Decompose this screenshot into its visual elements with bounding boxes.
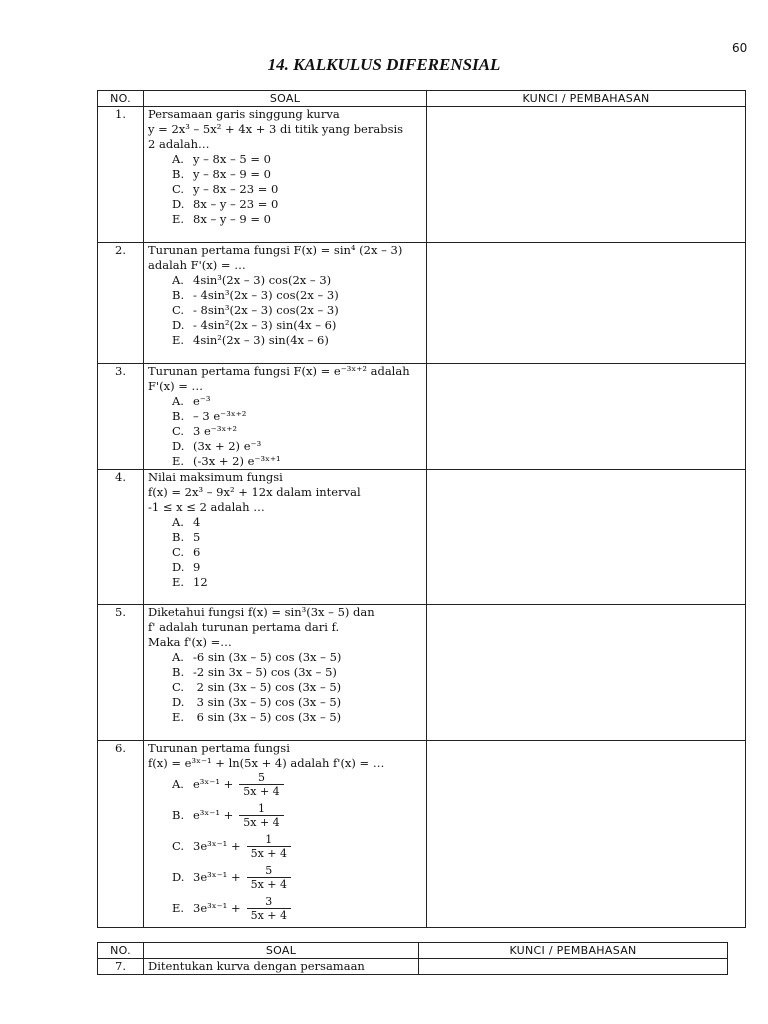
option-c: C. 3e³ˣ⁻¹ + $\frac{1}{5x + 4}$ [148, 833, 422, 864]
option-a: A. 4 [172, 515, 201, 529]
question-cell [144, 470, 427, 605]
option-c: C. 6 [172, 545, 201, 559]
answer-cell [427, 470, 746, 605]
question-stem: f(x) = 2x³ – 9x² + 12x dalam interval [148, 485, 361, 499]
question-stem: -1 ≤ x ≤ 2 adalah … [148, 500, 265, 514]
option-d: D. 8x – y – 23 = 0 [172, 197, 279, 211]
option-d: D. 3e³ˣ⁻¹ + $\frac{5}{5x + 4}$ [148, 864, 422, 895]
option-b: B. y – 8x – 9 = 0 [172, 167, 272, 181]
question-stem: Turunan pertama fungsi F(x) = e⁻³ˣ⁺² adalah [148, 364, 410, 378]
question-stem: Persamaan garis singgung kurva [148, 107, 340, 121]
table-header-row [98, 91, 746, 107]
question-number: 5. [98, 605, 144, 741]
table-header-row [98, 943, 728, 959]
option-b: B. - 4sin³(2x – 3) cos(2x – 3) [172, 288, 339, 302]
header-no: NO. [98, 91, 144, 107]
question-row [98, 741, 746, 928]
header-soal: SOAL [144, 943, 419, 959]
option-e: E. 3e³ˣ⁻¹ + $\frac{3}{5x + 4}$ [148, 895, 422, 926]
answer-cell [427, 364, 746, 470]
answer-cell [427, 243, 746, 364]
header-soal: SOAL [144, 91, 427, 107]
page-title: 14. KALKULUS DIFERENSIAL [267, 55, 501, 74]
option-d: D. - 4sin²(2x – 3) sin(4x – 6) [172, 318, 337, 332]
option-e: E. 12 [172, 575, 208, 589]
answer-cell [419, 959, 728, 975]
question-cell [144, 107, 427, 243]
question-cell [144, 605, 427, 741]
question-number: 2. [98, 243, 144, 364]
question-stem: f(x) = e³ˣ⁻¹ + ln(5x + 4) adalah f'(x) = … [148, 756, 385, 770]
option-a: A. -6 sin (3x – 5) cos (3x – 5) [172, 650, 342, 664]
fraction: $\frac{1}{5x + 4}$ [247, 833, 291, 860]
option-e: E. 6 sin (3x – 5) cos (3x – 5) [172, 710, 342, 724]
question-row [98, 364, 746, 470]
question-number: 6. [98, 741, 144, 928]
answer-cell [427, 605, 746, 741]
header-kunci: KUNCI / PEMBAHASAN [419, 943, 728, 959]
fraction: $\frac{1}{5x + 4}$ [239, 802, 283, 829]
option-e: E. (-3x + 2) e⁻³ˣ⁺¹ [172, 454, 281, 468]
question-cell [144, 243, 427, 364]
page-number: 60 [732, 41, 748, 55]
header-kunci: KUNCI / PEMBAHASAN [427, 91, 746, 107]
option-b: B. – 3 e⁻³ˣ⁺² [172, 409, 247, 423]
question-stem: Maka f'(x) =… [148, 635, 232, 649]
question-stem: f' adalah turunan pertama dari f. [148, 620, 340, 634]
option-c: C. - 8sin³(2x – 3) cos(2x – 3) [172, 303, 339, 317]
question-number: 3. [98, 364, 144, 470]
question-row [98, 243, 746, 364]
question-stem: Ditentukan kurva dengan persamaan [144, 959, 419, 975]
question-number: 1. [98, 107, 144, 243]
question-stem: 2 adalah… [148, 137, 210, 151]
option-a: A. e³ˣ⁻¹ + $\frac{5}{5x + 4}$ [148, 771, 422, 802]
question-stem: Turunan pertama fungsi F(x) = sin⁴ (2x – 3) [148, 243, 403, 257]
question-row [98, 959, 728, 975]
fraction: $\frac{5}{5x + 4}$ [239, 771, 283, 798]
question-stem: adalah F'(x) = … [148, 258, 246, 272]
question-cell [144, 741, 427, 928]
option-b: B. -2 sin 3x – 5) cos (3x – 5) [172, 665, 337, 679]
option-d: D. 9 [172, 560, 201, 574]
question-row [98, 470, 746, 605]
question-number: 4. [98, 470, 144, 605]
option-c: C. y – 8x – 23 = 0 [172, 182, 279, 196]
option-a: A. e⁻³ [172, 394, 211, 408]
question-table [97, 90, 746, 928]
option-a: A. y – 8x – 5 = 0 [172, 152, 272, 166]
option-c: C. 3 e⁻³ˣ⁺² [172, 424, 238, 438]
option-d: D. (3x + 2) e⁻³ [172, 439, 262, 453]
option-a: A. 4sin³(2x – 3) cos(2x – 3) [172, 273, 332, 287]
question-stem: Diketahui fungsi f(x) = sin³(3x – 5) dan [148, 605, 375, 619]
question-number: 7. [98, 959, 144, 975]
question-row [98, 605, 746, 741]
option-b: B. 5 [172, 530, 201, 544]
option-c: C. 2 sin (3x – 5) cos (3x – 5) [172, 680, 342, 694]
option-e: E. 4sin²(2x – 3) sin(4x – 6) [172, 333, 329, 347]
answer-cell [427, 107, 746, 243]
option-d: D. 3 sin (3x – 5) cos (3x – 5) [172, 695, 342, 709]
option-b: B. e³ˣ⁻¹ + $\frac{1}{5x + 4}$ [148, 802, 422, 833]
answer-cell [427, 741, 746, 928]
question-stem: Nilai maksimum fungsi [148, 470, 283, 484]
option-e: E. 8x – y – 9 = 0 [172, 212, 272, 226]
question-stem: Turunan pertama fungsi [148, 741, 290, 755]
question-stem: y = 2x³ – 5x² + 4x + 3 di titik yang berabsis [148, 122, 404, 136]
fraction: $\frac{3}{5x + 4}$ [247, 895, 291, 922]
header-no: NO. [98, 943, 144, 959]
continuation-table [97, 942, 728, 975]
fraction: $\frac{5}{5x + 4}$ [247, 864, 291, 891]
question-stem: F'(x) = … [148, 379, 204, 393]
question-row [98, 107, 746, 243]
question-cell [144, 364, 427, 470]
